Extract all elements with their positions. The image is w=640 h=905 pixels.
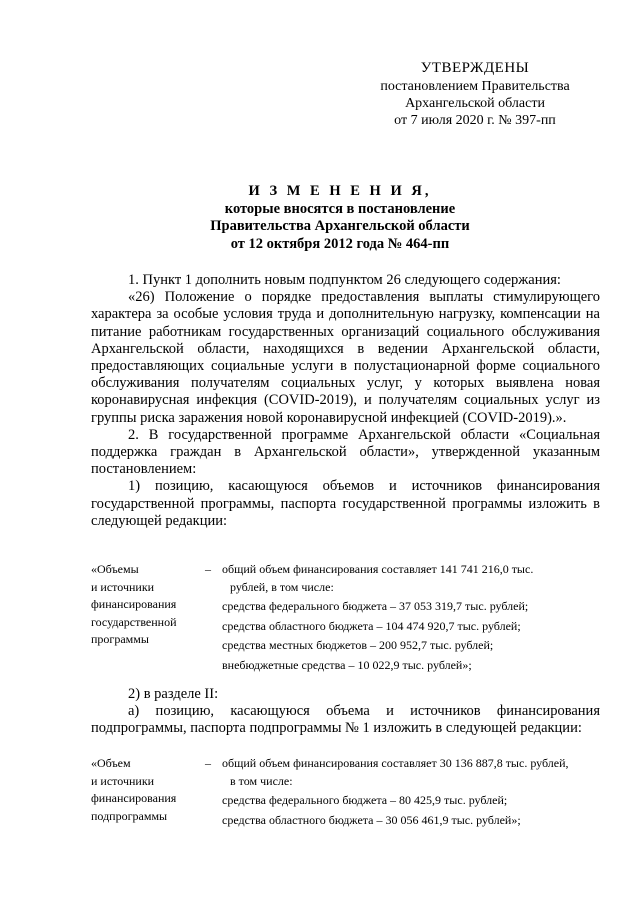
label-line: финансирования bbox=[91, 597, 177, 611]
value-line: общий объем финансирования составляет 30 136 887,8 тыс. рублей, bbox=[222, 756, 569, 770]
label-line: и источники bbox=[91, 579, 155, 594]
table2-label bbox=[91, 755, 206, 825]
table1-label bbox=[91, 561, 206, 649]
table1-dash: – bbox=[205, 562, 211, 576]
paragraph-4: 1) позицию, касающуюся объемов и источников финансирования государственной программы, паспорта государственной программы изложить в следующей редакции: bbox=[91, 478, 600, 529]
approval-line: постановлением Правительства bbox=[380, 79, 570, 94]
approval-title: УТВЕРЖДЕНЫ bbox=[420, 60, 530, 76]
label-line: «Объем bbox=[91, 756, 131, 770]
label-line: «Объемы bbox=[91, 562, 139, 576]
approval-stamp bbox=[360, 60, 590, 129]
heading-line: Правительства Архангельской области bbox=[210, 218, 470, 234]
paragraph-1: 1. Пункт 1 дополнить новым подпунктом 26 следующего содержания: bbox=[128, 272, 561, 288]
paragraph-3: 2. В государственной программе Архангельской области «Социальная поддержка граждан в Архангельской области», утвержденной указанным постановлением: bbox=[91, 426, 600, 478]
heading-title: И З М Е Н Е Н И Я, bbox=[248, 183, 432, 199]
table2-dash: – bbox=[205, 756, 211, 770]
value-line: средства федерального бюджета – 80 425,9 тыс. рублей; bbox=[222, 793, 508, 807]
document-heading bbox=[90, 183, 590, 253]
label-line: финансирования bbox=[91, 791, 177, 805]
value-line: средства областного бюджета – 30 056 461,9 тыс. рублей»; bbox=[222, 812, 521, 827]
body-section-1 bbox=[91, 272, 600, 530]
value-line: в том числе: bbox=[230, 773, 293, 788]
label-line: программы bbox=[91, 632, 149, 646]
table2-values bbox=[222, 755, 597, 829]
body-section-2 bbox=[91, 686, 600, 738]
label-line: государственной bbox=[91, 614, 177, 629]
value-line: внебюджетные средства – 10 022,9 тыс. рублей»; bbox=[222, 657, 472, 672]
paragraph-2: «26) Положение о порядке предоставления выплаты стимулирующего характера за особые условия труда и дополнительную нагрузку, компенсации на питание работникам государственных организаций социального обслуживания Архангельской области, находящихся в ведении Архангельской области, предоставляющих социальные услуги в полустационарной форме социального обслуживания получателям социальных услуг, у которых выявлена новая коронавирусная инфекция (COVID-2019), и получателям социальных услуг из группы риска заражения новой коронавирусной инфекцией (COVID-2019).». bbox=[91, 289, 600, 426]
value-line: средства местных бюджетов – 200 952,7 тыс. рублей; bbox=[222, 638, 494, 652]
value-line: средства областного бюджета – 104 474 920,7 тыс. рублей; bbox=[222, 618, 521, 633]
value-line: общий объем финансирования составляет 141 741 216,0 тыс. bbox=[222, 562, 534, 576]
heading-line: от 12 октября 2012 года № 464-пп bbox=[230, 235, 450, 252]
heading-line: которые вносятся в постановление bbox=[224, 200, 456, 217]
value-line: рублей, в том числе: bbox=[230, 579, 334, 594]
label-line: и источники bbox=[91, 773, 155, 788]
label-line: подпрограммы bbox=[91, 808, 168, 823]
table1-values bbox=[222, 561, 597, 674]
paragraph-6: а) позицию, касающуюся объема и источников финансирования подпрограммы, паспорта подпрограммы № 1 изложить в следующей редакции: bbox=[91, 703, 600, 737]
paragraph-5: 2) в разделе II: bbox=[128, 686, 219, 702]
value-line: средства федерального бюджета – 37 053 319,7 тыс. рублей; bbox=[222, 599, 529, 613]
approval-date: от 7 июля 2020 г. № 397-пп bbox=[394, 113, 556, 128]
approval-line: Архангельской области bbox=[405, 96, 545, 111]
